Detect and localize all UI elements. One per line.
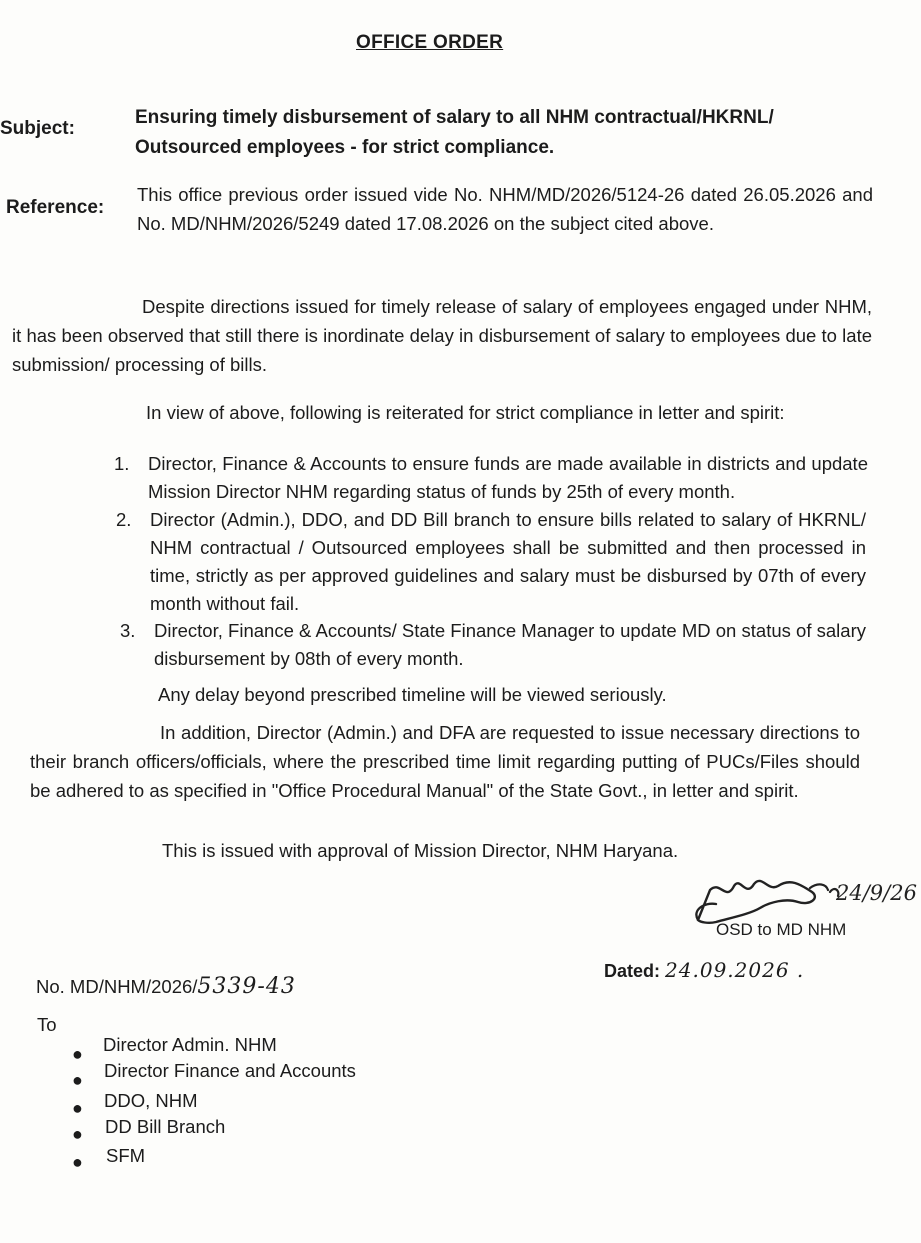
paragraph-in-addition: In addition, Director (Admin.) and DFA are requested to issue necessary directions to their branch officers/officials, where the prescribed time limit regarding putting of PUCs/Files should be adhered to as specified in "Office Procedural Manual" of the State Govt., in letter and spirit. [30,722,860,801]
list-item [114,450,870,510]
list-item-number: 1. [114,453,130,474]
order-number-handwritten: 5339-43 [197,974,296,999]
paragraph-approval: This is issued with approval of Mission Director, NHM Haryana. [162,840,679,861]
list-item-text: Director, Finance & Accounts to ensure funds are made available in districts and update Mission Director NHM regarding status of funds by 25th of every month. [148,453,868,502]
paragraph-despite: Despite directions issued for timely release of salary of employees engaged under NHM, it has been observed that still there is inordinate delay in disbursement of salary to employees due to late submission/ processing of bills. [12,296,872,375]
list-item-text: Director (Admin.), DDO, and DD Bill branch to ensure bills related to salary of HKRNL/ NHM contractual / Outsourced employees shall be submitted and then processed in time, strictly as per approved guidelines and salary must be disbursed by 07th of every month without fail. [150,509,866,614]
recipient-item: Director Admin. NHM [103,1034,277,1055]
recipient-item: Director Finance and Accounts [104,1060,356,1081]
signatory-designation: OSD to MD NHM [716,920,847,939]
reference-text: This office previous order issued vide No. NHM/MD/2026/5124-26 dated 26.05.2026 and No. MD/NHM/2026/5249 dated 17.08.2026 on the subject cited above. [137,184,873,234]
subject-label: Subject: [0,118,75,139]
paragraph-delay: Any delay beyond prescribed timeline will be viewed seriously. [158,684,667,705]
list-item-number: 2. [116,509,132,530]
order-number-prefix: No. MD/NHM/2026/ [36,976,198,997]
bullet-icon: ● [72,1044,83,1064]
dated-label: Dated: [604,961,661,981]
dated-line [604,958,804,982]
bullet-icon: ● [72,1070,83,1090]
bullet-icon: ● [72,1124,83,1144]
list-item [120,617,868,677]
paragraph-in-view: In view of above, following is reiterated for strict compliance in letter and spirit: [146,402,785,423]
bullet-icon: ● [72,1098,83,1118]
recipient-item: SFM [106,1145,146,1166]
bullet-icon: ● [72,1152,83,1172]
list-item-number: 3. [120,620,136,641]
document-title: OFFICE ORDER [356,32,504,53]
signature-date: 24/9/26 [836,881,917,905]
dated-value: 24.09.2026 . [665,958,805,982]
list-item [116,506,870,624]
reference-label: Reference: [6,197,105,218]
list-item-text: Director, Finance & Accounts/ State Finance Manager to update MD on status of salary disbursement by 08th of every month. [154,620,866,669]
order-number [36,974,296,999]
to-label: To [37,1014,57,1035]
recipient-item: DD Bill Branch [105,1116,226,1137]
recipient-item: DDO, NHM [104,1090,198,1111]
subject-text: Ensuring timely disbursement of salary to all NHM contractual/HKRNL/ Outsourced employees - for strict compliance. [135,107,774,158]
